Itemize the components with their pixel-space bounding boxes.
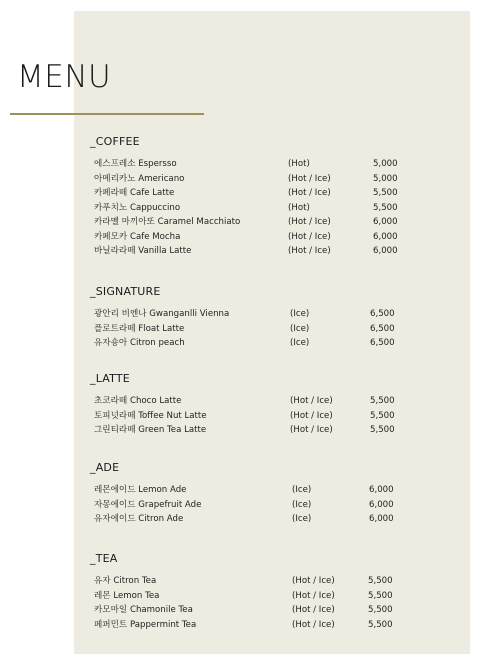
item-name: 카페모카 Cafe Mocha <box>94 231 181 242</box>
item-name: 그린티라떼 Green Tea Latte <box>94 425 207 435</box>
menu-item <box>90 336 395 351</box>
menu-item <box>90 483 394 498</box>
section-signature <box>90 284 395 351</box>
item-price: 6,000 <box>373 231 398 242</box>
item-name: 카모마일 Chamonile Tea <box>94 605 193 615</box>
item-temp: (Hot) <box>288 202 310 213</box>
menu-item <box>90 244 398 259</box>
item-temp: (Hot / Ice) <box>292 576 335 586</box>
menu-item <box>90 230 398 245</box>
item-temp: (Hot) <box>288 159 310 169</box>
item-price: 5,500 <box>373 202 398 213</box>
item-temp: (Ice) <box>290 338 310 348</box>
menu-item <box>90 498 394 513</box>
item-price: 5,500 <box>370 410 395 421</box>
item-temp: (Ice) <box>292 514 312 524</box>
menu-item <box>90 172 398 187</box>
item-price: 6,000 <box>373 246 398 256</box>
section-title: _SIGNATURE <box>90 285 161 298</box>
page-title: MENU <box>17 59 112 95</box>
section-coffee <box>90 134 398 259</box>
menu-item <box>90 322 395 337</box>
item-temp: (Ice) <box>290 323 310 334</box>
item-name: 유자에이드 Citron Ade <box>94 514 184 524</box>
section-title: _COFFEE <box>90 135 140 148</box>
section-title: _ADE <box>90 461 120 474</box>
item-temp: (Hot / Ice) <box>290 396 333 406</box>
item-price: 5,000 <box>373 159 398 169</box>
section-title: _TEA <box>90 552 118 565</box>
item-temp: (Hot / Ice) <box>288 217 331 227</box>
item-name: 토피넛라떼 Toffee Nut Latte <box>94 410 207 421</box>
section-tea <box>90 551 393 632</box>
menu-item <box>90 186 398 201</box>
item-price: 5,500 <box>368 576 393 586</box>
item-price: 5,500 <box>368 619 393 630</box>
item-price: 6,000 <box>369 499 394 510</box>
item-price: 6,000 <box>373 217 398 227</box>
item-name: 초코라떼 Choco Latte <box>94 396 182 406</box>
item-price: 5,500 <box>370 425 395 435</box>
menu-item <box>90 157 398 172</box>
item-temp: (Hot / Ice) <box>292 590 335 601</box>
item-temp: (Hot / Ice) <box>290 410 333 421</box>
menu-item <box>90 589 393 604</box>
item-temp: (Hot / Ice) <box>288 246 331 256</box>
item-price: 5,500 <box>370 396 395 406</box>
item-temp: (Hot / Ice) <box>292 605 335 615</box>
item-name: 유자숑아 Citron peach <box>94 338 185 348</box>
item-temp: (Hot / Ice) <box>288 188 331 198</box>
item-name: 페퍼민트 Pappermint Tea <box>94 619 197 630</box>
item-price: 5,500 <box>368 590 393 601</box>
title-divider <box>10 113 204 115</box>
item-name: 카페라떼 Cafe Latte <box>94 188 175 198</box>
menu-item <box>90 512 394 527</box>
item-temp: (Ice) <box>292 485 312 495</box>
menu-item <box>90 574 393 589</box>
item-temp: (Ice) <box>290 309 310 319</box>
item-name: 에스프레소 Espersso <box>94 159 177 169</box>
menu-item <box>90 201 398 216</box>
item-price: 6,500 <box>370 338 395 348</box>
item-temp: (Hot / Ice) <box>288 173 331 184</box>
menu-item <box>90 603 393 618</box>
item-temp: (Hot / Ice) <box>292 619 335 630</box>
menu-item <box>90 423 395 438</box>
item-price: 6,500 <box>370 309 395 319</box>
item-price: 6,000 <box>369 485 394 495</box>
menu-item <box>90 618 393 633</box>
section-latte <box>90 371 395 438</box>
item-price: 6,500 <box>370 323 395 334</box>
menu-item <box>90 215 398 230</box>
item-name: 플로트라떼 Float Latte <box>94 323 185 334</box>
section-title: _LATTE <box>90 372 130 385</box>
item-price: 5,500 <box>373 188 398 198</box>
section-ade <box>90 460 394 527</box>
item-price: 6,000 <box>369 514 394 524</box>
item-name: 카푸치노 Cappuccino <box>94 202 181 213</box>
item-name: 카라멜 마끼아또 Caramel Macchiato <box>94 217 241 227</box>
item-name: 레몬 Lemon Tea <box>94 590 160 601</box>
item-temp: (Ice) <box>292 499 312 510</box>
item-name: 유자 Citron Tea <box>94 576 157 586</box>
menu-item <box>90 307 395 322</box>
item-name: 광안리 비엔나 Gwanganlli Vienna <box>94 309 230 319</box>
menu-item <box>90 394 395 409</box>
item-name: 아메리카노 Americano <box>94 173 185 184</box>
item-name: 자몽에이드 Grapefruit Ade <box>94 499 202 510</box>
item-price: 5,000 <box>373 173 398 184</box>
item-temp: (Hot / Ice) <box>288 231 331 242</box>
item-name: 바닐라라떼 Vanilla Latte <box>94 246 192 256</box>
item-price: 5,500 <box>368 605 393 615</box>
item-temp: (Hot / Ice) <box>290 425 333 435</box>
menu-item <box>90 409 395 424</box>
item-name: 레몬에이드 Lemon Ade <box>94 485 187 495</box>
